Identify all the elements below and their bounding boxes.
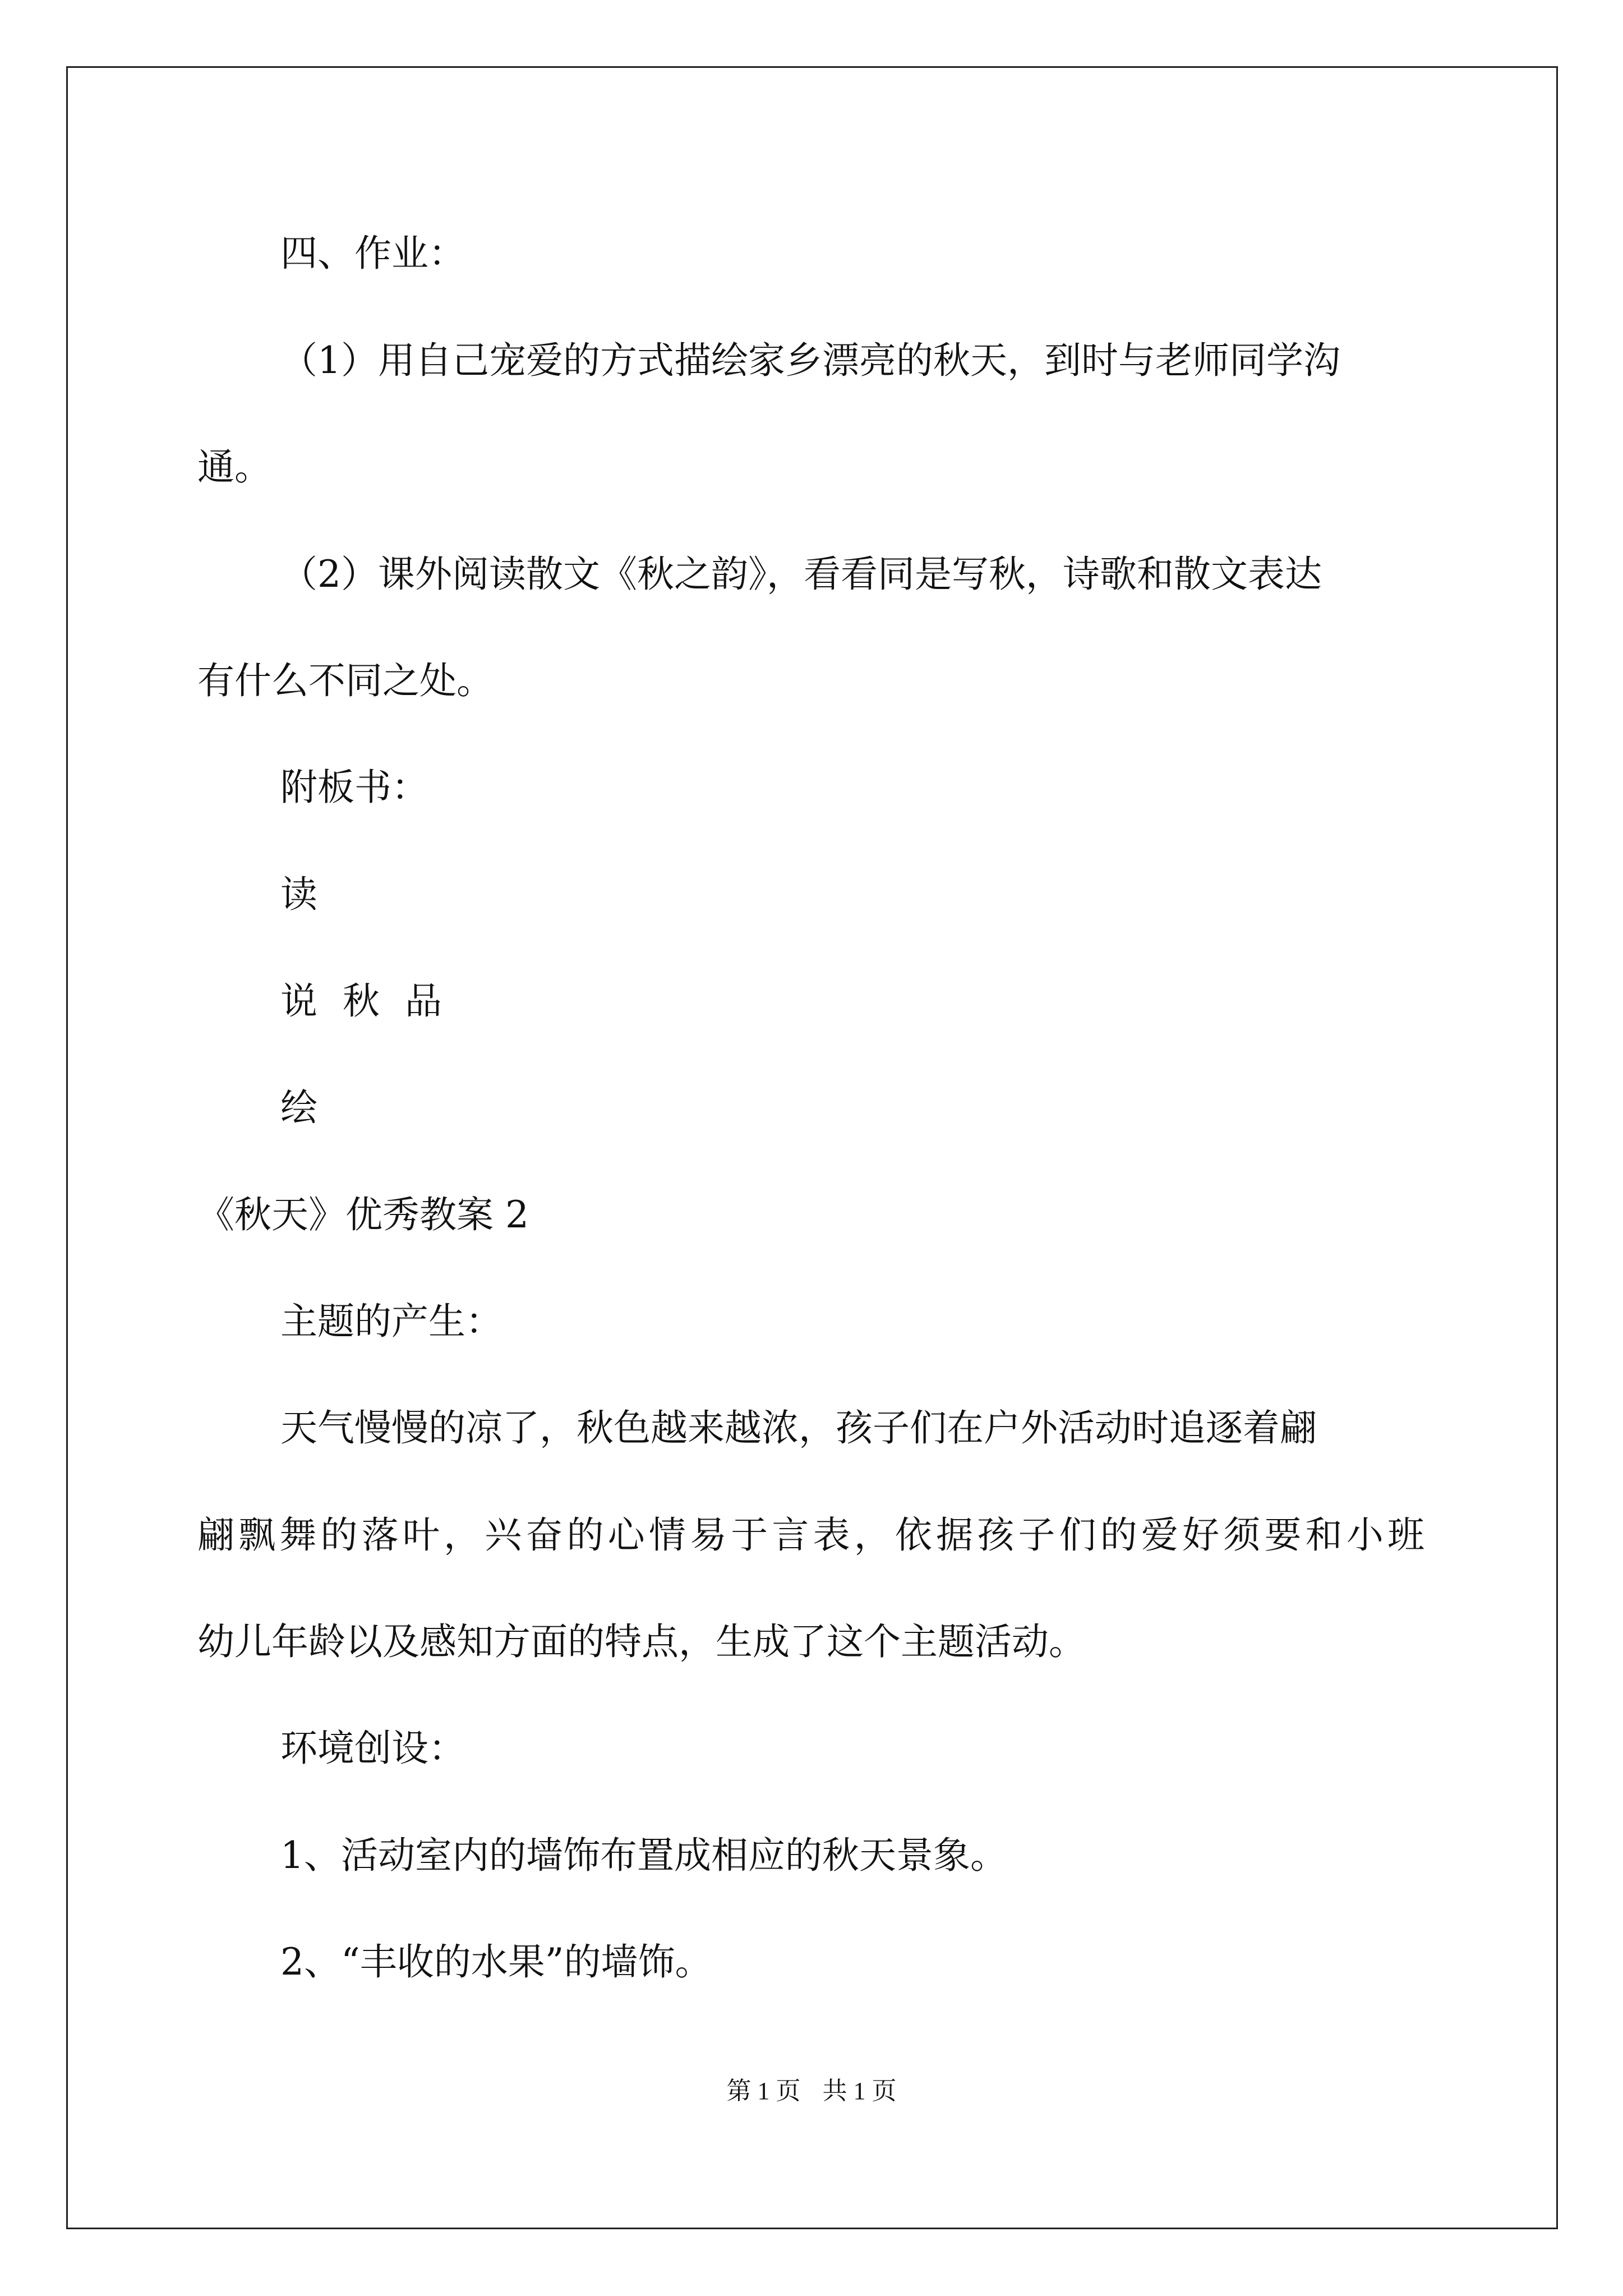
environment-heading: 环境创设： bbox=[280, 1727, 465, 1770]
section-title: 《秋天》优秀教案 2 bbox=[197, 1193, 529, 1236]
blackboard-draw: 绘 bbox=[280, 1086, 317, 1129]
topic-origin-para-line-2: 翩飘舞的落叶，兴奋的心情易于言表，依据孩子们的爱好须要和小班 bbox=[197, 1513, 1424, 1557]
blackboard-middle-row: 说 秋 品 bbox=[280, 979, 442, 1023]
homework-item-1-line-2: 通。 bbox=[197, 445, 271, 489]
page-number-current: 第 1 页 bbox=[726, 2077, 801, 2105]
homework-item-2-line-1: （2）课外阅读散文《秋之韵》，看看同是写秋，诗歌和散文表达 bbox=[280, 553, 1322, 596]
topic-origin-para-line-3: 幼儿年龄以及感知方面的特点，生成了这个主题活动。 bbox=[197, 1620, 1086, 1663]
environment-item-2: 2、“丰收的水果”的墙饰。 bbox=[280, 1940, 712, 1984]
page-number-total: 共 1 页 bbox=[822, 2077, 897, 2105]
homework-item-1-line-1: （1）用自己宠爱的方式描绘家乡漂亮的秋天，到时与老师同学沟 bbox=[280, 339, 1340, 382]
page-footer bbox=[0, 2076, 1623, 2107]
page-border bbox=[66, 66, 1558, 2229]
homework-item-2-line-2: 有什么不同之处。 bbox=[197, 659, 494, 702]
topic-origin-heading: 主题的产生： bbox=[280, 1300, 502, 1343]
environment-item-1: 1、活动室内的墙饰布置成相应的秋天景象。 bbox=[280, 1834, 1007, 1877]
blackboard-heading: 附板书： bbox=[280, 766, 428, 809]
homework-heading: 四、作业： bbox=[280, 232, 465, 275]
blackboard-read: 读 bbox=[280, 873, 317, 916]
topic-origin-para-line-1: 天气慢慢的凉了，秋色越来越浓，孩子们在户外活动时追逐着翩 bbox=[280, 1406, 1317, 1450]
